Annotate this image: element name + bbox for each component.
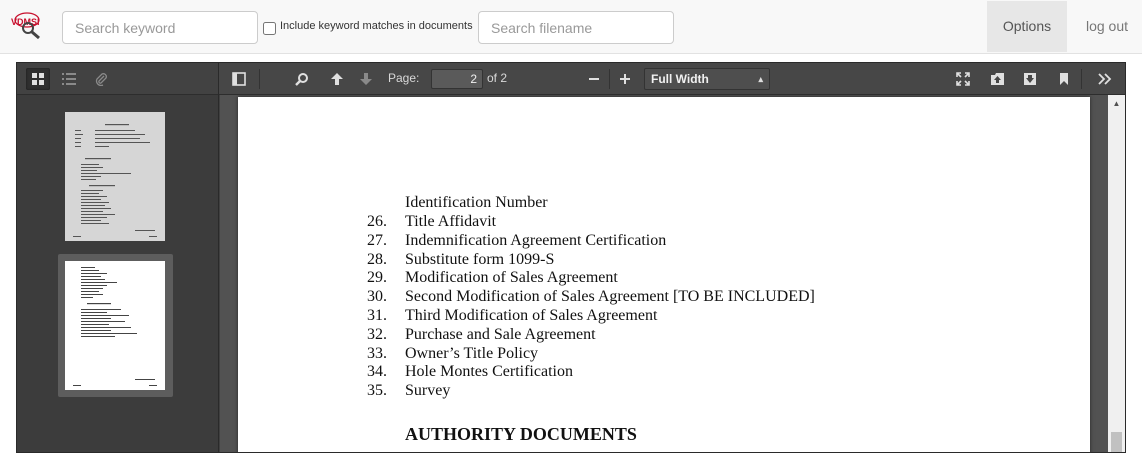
toolbar-separator [609, 69, 610, 89]
options-button[interactable]: Options [987, 1, 1067, 52]
page-thumbnail-2[interactable] [65, 261, 165, 390]
page-number-input[interactable] [431, 69, 483, 89]
vdmsi-logo[interactable] [8, 11, 44, 39]
include-keyword-label[interactable]: Include keyword matches in documents [280, 20, 473, 32]
list-item-text: Second Modification of Sales Agreement [TO BE INCLUDED] [405, 288, 815, 305]
document-viewport[interactable] [220, 95, 1108, 453]
list-item-number: 32. [367, 326, 387, 343]
find-icon[interactable] [291, 68, 313, 90]
zoom-in-icon[interactable] [614, 68, 636, 90]
list-item-text: Purchase and Sale Agreement [405, 326, 596, 343]
list-item-number: 27. [367, 232, 387, 249]
sidebar-toggle-icon[interactable] [227, 68, 251, 90]
scrollbar-thumb[interactable] [1111, 432, 1122, 453]
pdf-viewer [16, 62, 1126, 453]
logout-link[interactable]: log out [1085, 18, 1129, 34]
continuation-line: Identification Number [405, 194, 548, 211]
tools-icon[interactable] [1093, 68, 1117, 90]
toolbar-separator [259, 69, 260, 89]
thumbnails-icon[interactable] [26, 68, 50, 90]
list-item-text: Substitute form 1099-S [405, 251, 555, 268]
attachments-icon[interactable] [89, 68, 113, 90]
top-navbar [0, 0, 1142, 54]
thumbnail-sidebar [17, 95, 219, 453]
zoom-value: Full Width [651, 72, 709, 86]
document-section-heading: AUTHORITY DOCUMENTS [405, 424, 637, 444]
search-keyword-input[interactable] [62, 11, 258, 44]
list-item-text: Title Affidavit [405, 213, 497, 230]
list-item-number: 28. [367, 251, 387, 268]
vertical-scrollbar[interactable] [1108, 95, 1125, 453]
viewer-toolbar [219, 63, 1126, 95]
list-item-number: 35. [367, 382, 387, 399]
toolbar-separator [1081, 69, 1082, 89]
svg-text:VDMSI: VDMSI [11, 17, 40, 27]
download-icon[interactable] [1019, 68, 1041, 90]
sidebar-toolbar [17, 63, 219, 95]
list-item-text: Indemnification Agreement Certification [405, 232, 667, 249]
list-item-number: 29. [367, 269, 387, 286]
next-page-icon[interactable] [355, 68, 377, 90]
list-item-text: Modification of Sales Agreement [405, 269, 618, 286]
bookmark-icon[interactable] [1053, 68, 1075, 90]
document-page [238, 97, 1090, 453]
zoom-select[interactable] [644, 68, 770, 90]
previous-page-icon[interactable] [326, 68, 348, 90]
list-item-text: Third Modification of Sales Agreement [405, 307, 658, 324]
page-thumbnail-1[interactable] [65, 112, 165, 241]
list-item-number: 26. [367, 213, 387, 230]
list-item-number: 31. [367, 307, 387, 324]
list-item-number: 33. [367, 345, 387, 362]
outline-icon[interactable] [57, 68, 81, 90]
list-item-text: Hole Montes Certification [405, 363, 573, 380]
list-item-number: 34. [367, 363, 387, 380]
include-keyword-checkbox[interactable] [263, 22, 276, 35]
page-label: Page: [388, 71, 420, 85]
list-item-text: Owner’s Title Policy [405, 345, 539, 362]
list-item-text: Survey [405, 382, 451, 399]
open-file-icon[interactable] [986, 68, 1008, 90]
search-filename-input[interactable] [478, 11, 674, 44]
zoom-out-icon[interactable] [583, 68, 605, 90]
scroll-up-arrow-icon[interactable]: ▲ [1112, 99, 1121, 108]
list-item-number: 30. [367, 288, 387, 305]
chevron-updown-icon: ▴ [758, 74, 763, 84]
presentation-mode-icon[interactable] [952, 68, 974, 90]
page-count: of 2 [487, 71, 508, 85]
